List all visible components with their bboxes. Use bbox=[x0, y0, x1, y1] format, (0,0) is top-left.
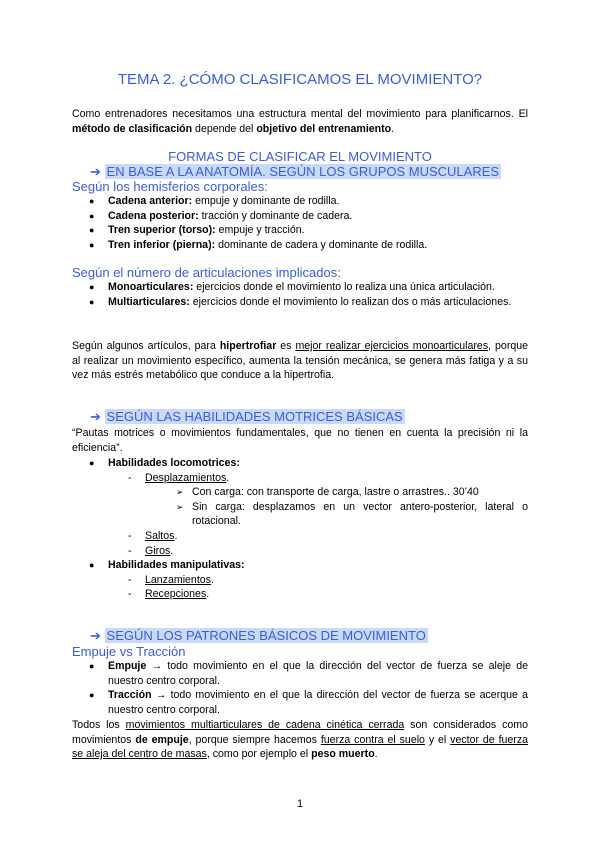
bullet-icon: ● bbox=[89, 690, 95, 701]
item-text: → todo movimiento en el que la dirección del vector de fuerza se acerque a nuestro centro corporal. bbox=[108, 689, 528, 716]
item-text: ejercicios donde el movimiento lo realiza una única articulación. bbox=[193, 281, 495, 293]
desplazamientos-sublist bbox=[145, 485, 528, 529]
sublist-item bbox=[128, 587, 528, 602]
sublist-item bbox=[128, 471, 528, 529]
page-number: 1 bbox=[296, 798, 304, 810]
intro-paragraph bbox=[72, 107, 528, 136]
sub-sub-item-text: Con carga: con transporte de carga, lastre o arrastres.. 30’40 bbox=[192, 486, 479, 499]
bullet-icon: ● bbox=[89, 661, 95, 671]
hemisferios-list bbox=[89, 194, 528, 252]
arrow-icon: ➔ bbox=[90, 164, 101, 179]
list-item bbox=[89, 238, 528, 253]
para-text: . bbox=[374, 748, 378, 761]
section-habilidades-heading bbox=[90, 409, 530, 425]
triangle-bullet-icon: ➢ bbox=[176, 501, 184, 512]
articulaciones-list bbox=[89, 280, 528, 309]
intro-text: depende del bbox=[192, 122, 257, 135]
subheading-hemisferios: Según los hemisferios corporales: bbox=[72, 179, 268, 194]
item-term: Empuje bbox=[108, 660, 147, 672]
dash-icon: - bbox=[128, 544, 132, 557]
intro-bold-method: método de clasificación bbox=[72, 122, 193, 135]
item-term: Habilidades locomotrices: bbox=[108, 457, 240, 469]
subsublist-item bbox=[176, 485, 528, 500]
sub-item-dot: . bbox=[170, 544, 174, 557]
item-text: ejercicios donde el movimiento lo realizan dos o más articulaciones. bbox=[189, 295, 512, 308]
list-item-manipulativas bbox=[89, 558, 528, 602]
dash-icon: - bbox=[128, 529, 132, 542]
para-underline: fuerza contra el suelo bbox=[320, 733, 425, 746]
sub-item-text: Lanzamientos bbox=[145, 573, 211, 586]
section-anatomia-heading bbox=[90, 164, 530, 180]
para-text: es bbox=[276, 340, 296, 352]
list-item-locomotrices bbox=[89, 456, 528, 558]
formas-heading: FORMAS DE CLASIFICAR EL MOVIMIENTO bbox=[168, 149, 432, 164]
sub-sub-item-text: Sin carga: desplazamos en un vector antero-posterior, lateral o rotacional. bbox=[192, 500, 528, 528]
item-term: Habilidades manipulativas: bbox=[108, 559, 245, 572]
item-term: Tracción bbox=[108, 689, 152, 702]
sub-item-dot: . bbox=[206, 588, 210, 601]
item-text: empuje y dominante de rodilla. bbox=[192, 195, 340, 207]
list-item bbox=[89, 688, 528, 717]
item-term: Monoarticulares: bbox=[108, 281, 194, 293]
para-bold: hipertrofiar bbox=[219, 340, 277, 352]
para-text: Según algunos artículos, para bbox=[72, 340, 220, 352]
dash-icon: - bbox=[128, 573, 132, 586]
sub-item-text: Giros bbox=[145, 544, 171, 557]
item-text: dominante de cadera y dominante de rodilla. bbox=[215, 238, 428, 251]
para-bold: de empuje bbox=[135, 733, 189, 746]
para-text: , como por ejemplo el bbox=[206, 748, 312, 761]
para-underline: movimientos multiarticulares de cadena cinética cerrada bbox=[125, 719, 405, 731]
sub-item-dot: . bbox=[210, 573, 214, 586]
para-text: , porque al realizar un movimiento específico, aumenta la tensión mecánica, se genera más fatiga y a su vez más estrés metabólico que conduce a la hipertrofia. bbox=[72, 340, 529, 382]
item-term: Tren inferior (pierna): bbox=[108, 238, 216, 251]
section-patrones-title: SEGÚN LOS PATRONES BÁSICOS DE MOVIMIENTO bbox=[106, 628, 426, 643]
list-item bbox=[89, 194, 528, 209]
bullet-icon: ● bbox=[89, 296, 95, 307]
bullet-icon: ● bbox=[89, 458, 95, 468]
item-term: Multiarticulares: bbox=[108, 295, 190, 308]
item-term: Cadena anterior: bbox=[108, 195, 193, 207]
bullet-icon: ● bbox=[89, 560, 95, 571]
item-term: Tren superior (torso): bbox=[108, 224, 216, 237]
list-item bbox=[89, 209, 528, 224]
bullet-icon: ● bbox=[89, 225, 95, 236]
list-item bbox=[89, 659, 528, 688]
bullet-icon: ● bbox=[89, 239, 95, 250]
habilidades-quote: “Pautas motrices o movimientos fundamentales, que no tienen en cuenta la precisión ni la eficiencia”. bbox=[72, 427, 528, 454]
para-text: Todos los bbox=[72, 719, 126, 731]
item-term: Cadena posterior: bbox=[108, 209, 199, 222]
arrow-icon: ➔ bbox=[90, 628, 101, 643]
habilidades-list bbox=[89, 456, 528, 602]
patrones-list bbox=[89, 659, 528, 717]
para-bold: peso muerto bbox=[311, 748, 375, 761]
intro-text: . bbox=[391, 122, 395, 135]
para-text: , porque siempre hacemos bbox=[188, 733, 321, 746]
list-item bbox=[89, 295, 528, 310]
item-text: tracción y dominante de cadera. bbox=[198, 209, 353, 222]
subheading-articulaciones: Según el número de articulaciones implicados: bbox=[72, 265, 341, 280]
sub-item-text: Recepciones bbox=[145, 588, 207, 601]
list-item bbox=[89, 280, 528, 295]
triangle-bullet-icon: ➢ bbox=[176, 487, 184, 498]
subheading-empuje-traccion: Empuje vs Tracción bbox=[72, 644, 186, 659]
para-text: y el bbox=[424, 733, 451, 746]
sublist-item bbox=[128, 544, 528, 559]
para-underline: mejor realizar ejercicios monoarticulares bbox=[295, 340, 489, 352]
section-patrones-heading bbox=[90, 628, 530, 644]
sub-item-text: Desplazamientos bbox=[145, 471, 227, 484]
item-text: → todo movimiento en el que la dirección del vector de fuerza se aleje de nuestro centro corporal. bbox=[108, 660, 528, 687]
sub-item-text: Saltos bbox=[145, 529, 175, 542]
sub-item-dot: . bbox=[174, 529, 178, 542]
locomotrices-sublist bbox=[108, 471, 528, 559]
dash-icon: - bbox=[128, 471, 132, 484]
section-habilidades-title: SEGÚN LAS HABILIDADES MOTRICES BÁSICAS bbox=[106, 409, 403, 424]
para-underline: vector de fuerza se aleja del centro de masas bbox=[72, 733, 529, 761]
sublist-item bbox=[128, 573, 528, 588]
page-title: TEMA 2. ¿CÓMO CLASIFICAMOS EL MOVIMIENTO? bbox=[117, 71, 483, 88]
item-text: empuje y tracción. bbox=[215, 224, 305, 237]
dash-icon: - bbox=[128, 588, 132, 601]
arrow-icon: ➔ bbox=[90, 409, 101, 424]
section-anatomia-title: EN BASE A LA ANATOMÍA. SEGÚN LOS GRUPOS MUSCULARES bbox=[106, 164, 500, 179]
patrones-paragraph bbox=[72, 718, 528, 762]
bullet-icon: ● bbox=[89, 282, 95, 292]
bullet-icon: ● bbox=[89, 196, 95, 206]
sub-item-dot: . bbox=[226, 471, 230, 484]
subsublist-item bbox=[176, 500, 528, 529]
list-item bbox=[89, 223, 528, 238]
hipertrofia-paragraph bbox=[72, 339, 528, 383]
manipulativas-sublist bbox=[108, 573, 528, 602]
intro-bold-objective: objetivo del entrenamiento bbox=[256, 122, 392, 135]
para-text: son considerados como movimientos bbox=[72, 719, 528, 746]
intro-text: Como entrenadores necesitamos una estructura mental del movimiento para planificarnos. El bbox=[72, 108, 528, 120]
bullet-icon: ● bbox=[89, 210, 95, 221]
sublist-item bbox=[128, 529, 528, 544]
